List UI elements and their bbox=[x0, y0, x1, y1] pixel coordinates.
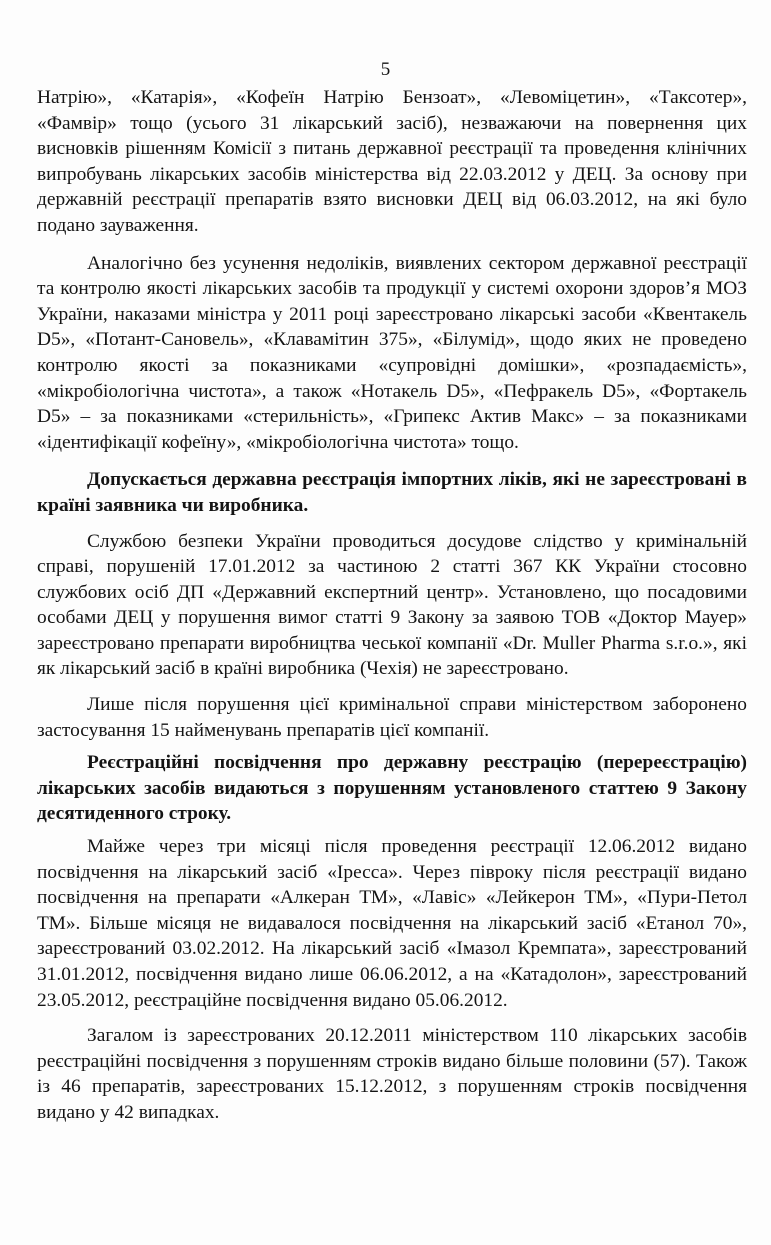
paragraph-summary: Загалом із зареєстрованих 20.12.2011 міністерством 110 лікарських засобів реєстраційні посвідчення з порушенням строків видано більше половини (57). Також із 46 препаратів, зареєстрованих 15.12.2012, з порушенням строків посвідчення видано у 42 випадках. bbox=[37, 1025, 747, 1123]
document-body bbox=[37, 85, 747, 1126]
section-heading-import-registration: Допускається державна реєстрація імпортних ліків, які не зареєстровані в країні заявника чи виробника. bbox=[37, 469, 747, 516]
paragraph-delays: Майже через три місяці після проведення реєстрації 12.06.2012 видано посвідчення на лікарський засіб «Іресса». Через півроку після реєстрації видано посвідчення на препарати «Алкеран ТМ», «Лавіс» «Лейкерон ТМ», «Пури-Петол ТМ». Більше місяця не видавалося посвідчення на лікарський засіб «Етанол 70», зареєстрований 03.02.2012. На лікарський засіб «Імазол Кремпата», зареєстрований 31.01.2012, посвідчення видано лише 06.06.2012, а на «Катадолон», зареєстрований 23.05.2012, реєстраційне посвідчення видано 05.06.2012. bbox=[37, 836, 747, 1011]
page-number: 5 bbox=[380, 59, 391, 80]
paragraph-quality-control: Аналогічно без усунення недоліків, виявлених сектором державної реєстрації та контролю якості лікарських засобів та продукції у системі охорони здоров’я МОЗ України, наказами міністра у 2011 році зареєстровано лікарські засоби «Квентакель D5», «Потант-Сановель», «Клавамітин 375», «Білумід», щодо яких не проведено контролю якості за показниками «супровідні домішки», «розпадаємість», «мікробіологічна чистота», а також «Нотакель D5», «Пефракель D5», «Фортакель D5» – за показниками «стерильність», «Грипекс Актив Макс» – за показниками «ідентифікації кофеїну», «мікробіологічна чистота» тощо. bbox=[37, 252, 747, 453]
paragraph-ban: Лише після порушення цієї кримінальної справи міністерством заборонено застосування 15 найменувань препаратів цієї компанії. bbox=[37, 694, 747, 741]
paragraph-continuation: Натрію», «Катарія», «Кофеїн Натрію Бензоат», «Левоміцетин», «Таксотер», «Фамвір» тощо (усього 31 лікарський засіб), незважаючи на повернення цих висновків рішенням Комісії з питань державної реєстрації та проведення клінічних випробувань лікарських засобів міністерства від 22.03.2012 у ДЕЦ. За основу при державній реєстрації препаратів взято висновки ДЕЦ від 06.03.2012, на які було подано зауваження. bbox=[37, 87, 747, 236]
paragraph-criminal-case: Службою безпеки України проводиться досудове слідство у кримінальній справі, порушеній 17.01.2012 за частиною 2 статті 367 КК України стосовно службових осіб ДП «Державний експертний центр». Установлено, що посадовими особами ДЕЦ у порушення вимог статті 9 Закону за заявою ТОВ «Доктор Мауер» зареєстровано препарати виробництва чеської компанії «Dr. Muller Pharma s.r.o.», які як лікарський засіб в країні виробника (Чехія) не зареєстровано. bbox=[37, 530, 747, 680]
section-heading-certificates: Реєстраційні посвідчення про державну реєстрацію (перереєстрацію) лікарських засобів видаються з порушенням установленого статтею 9 Закону десятиденного строку. bbox=[37, 752, 747, 825]
